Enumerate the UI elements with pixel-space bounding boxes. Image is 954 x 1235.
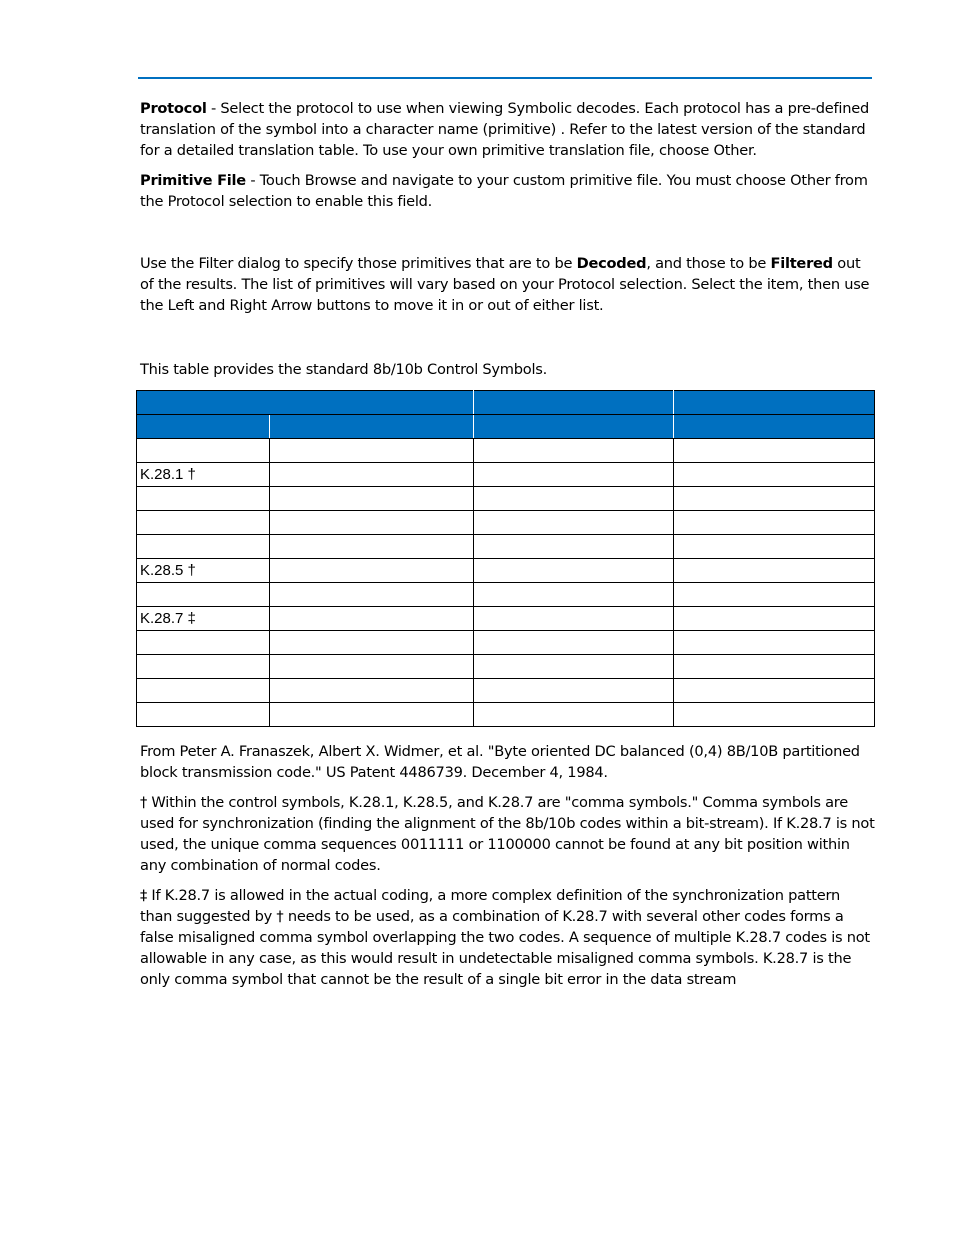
table-cell [674,535,875,559]
table-cell [674,463,875,487]
primitive-file-description: - Touch Browse and navigate to your custom primitive file. You must choose Other from the Protocol selection to enable this field. [140,172,868,210]
table-cell: K.28.1 † [137,463,270,487]
filter-text-1: Use the Filter dialog to specify those primitives that are to be [140,255,577,272]
table-cell [474,631,674,655]
table-cell [270,559,474,583]
table-cell [474,559,674,583]
table-row [137,439,875,463]
table-header-cell [674,415,875,439]
table-cell [137,511,270,535]
table-cell [674,631,875,655]
table-intro-text: This table provides the standard 8b/10b Control Symbols. [140,361,548,378]
table-cell [674,655,875,679]
citation-paragraph [140,741,875,783]
table-row [137,655,875,679]
double-dagger-note-text: ‡ If K.28.7 is allowed in the actual coding, a more complex definition of the synchronization pattern than suggested by † needs to be used, as a combination of K.28.7 with several other codes forms a false misaligned comma symbol overlapping the two codes. A sequence of multiple K.28.7 codes is not allowable in any case, as this would result in undetectable misaligned comma symbols. K.28.7 is the only comma symbol that cannot be the result of a single bit error in the data stream [140,887,870,988]
table-cell [270,439,474,463]
filter-text-3: out of the results. The list of primitives will vary based on your Protocol selection. Select the item, then use the Left and Right Arrow buttons to move it in or out of either list. [140,255,870,314]
filter-filtered: Filtered [770,255,833,272]
table-row [137,463,875,487]
table-row [137,487,875,511]
filter-paragraph [140,253,875,316]
table-cell [270,703,474,727]
table-cell [270,463,474,487]
table-cell [270,535,474,559]
table-intro [140,359,875,380]
table-cell [474,703,674,727]
table-cell: K.28.5 † [137,559,270,583]
table-header-cell [674,391,875,415]
table-row [137,679,875,703]
protocol-description: - Select the protocol to use when viewing Symbolic decodes. Each protocol has a pre-defined translation of the symbol into a character name (primitive) . Refer to the latest version of the standard for a detailed translation table. To use your own primitive translation file, choose Other. [140,100,869,159]
citation-text: From Peter A. Franaszek, Albert X. Widmer, et al. "Byte oriented DC balanced (0,4) 8B/10B partitioned block transmission code." US Patent 4486739. December 4, 1984. [140,743,860,781]
table-cell [674,559,875,583]
table-header-cell [474,415,674,439]
table-row [137,703,875,727]
table-cell: K.28.7 ‡ [137,607,270,631]
table-cell [270,631,474,655]
table-cell [270,487,474,511]
table-row [137,607,875,631]
table-row [137,559,875,583]
table-header-cell [137,415,270,439]
table-header-cell [270,415,474,439]
table-header-row-1 [137,391,875,415]
table-cell [137,679,270,703]
table-cell [474,463,674,487]
table-cell [270,655,474,679]
table-cell [674,703,875,727]
table-cell [137,535,270,559]
table-cell [674,487,875,511]
table-cell [137,703,270,727]
double-dagger-note-paragraph [140,885,875,990]
protocol-paragraph [140,98,875,161]
protocol-label: Protocol [140,100,207,117]
table-row [137,535,875,559]
table-cell [270,679,474,703]
table-cell [474,679,674,703]
table-header-row-2 [137,415,875,439]
table-cell [474,655,674,679]
table-cell [474,583,674,607]
dagger-note-text: † Within the control symbols, K.28.1, K.28.5, and K.28.7 are "comma symbols." Comma symbols are used for synchronization (finding the alignment of the 8b/10b codes within a bit-stream). If K.28.7 is not used, the unique comma sequences 0011111 or 1100000 cannot be found at any bit position within any combination of normal codes. [140,794,875,874]
table-cell [137,487,270,511]
filter-decoded: Decoded [576,255,647,272]
table-cell [674,511,875,535]
table-header-cell [137,391,474,415]
table-cell [474,511,674,535]
table-cell [474,487,674,511]
header-rule [138,77,872,79]
table-row [137,583,875,607]
table-cell [674,439,875,463]
filter-text-2: , and those to be [646,255,771,272]
table-header-cell [474,391,674,415]
table-cell [674,583,875,607]
control-symbols-table [136,390,875,727]
table-cell [270,511,474,535]
table-cell [674,679,875,703]
table-cell [474,607,674,631]
table-cell [137,631,270,655]
table-cell [137,655,270,679]
table-row [137,631,875,655]
table-cell [674,607,875,631]
table-cell [474,439,674,463]
table-cell [270,607,474,631]
dagger-note-paragraph [140,792,875,876]
table-row [137,511,875,535]
table-cell [474,535,674,559]
table-cell [270,583,474,607]
table-cell [137,439,270,463]
primitive-file-paragraph [140,170,875,212]
table-cell [137,583,270,607]
primitive-file-label: Primitive File [140,172,246,189]
